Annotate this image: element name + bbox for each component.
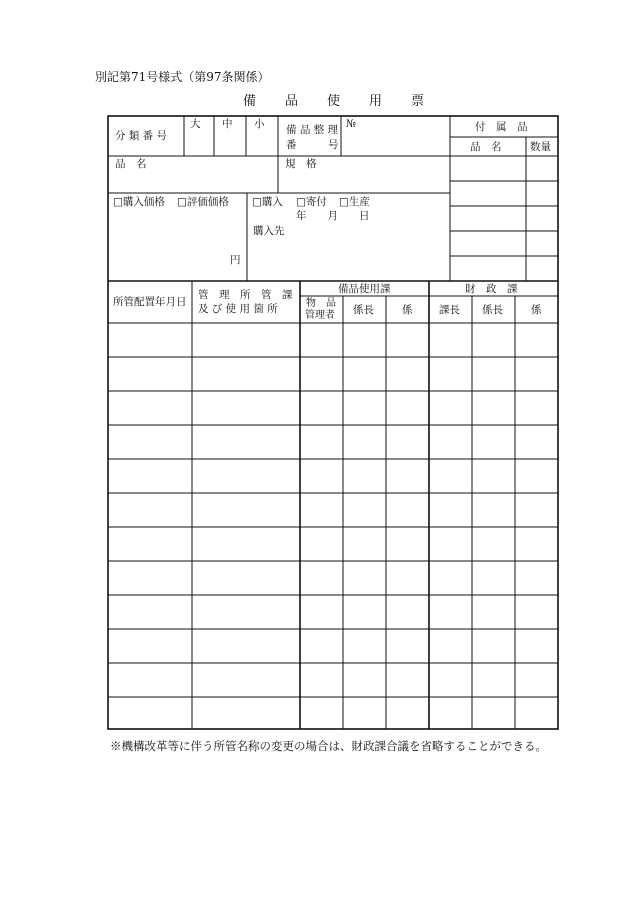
kanri-label-1: 管 理 所 管 課 (198, 289, 293, 301)
bihin-seiri-label-1: 備 品 整 理 (286, 124, 339, 136)
kounyu-checkbox: □購入 (252, 196, 283, 208)
kakari-label-2: 係 (531, 304, 542, 316)
kounyusaki-label: 購入先 (253, 225, 285, 237)
title-char-4: 用 (369, 94, 383, 109)
form-label: 別記第71号様式（第97条関係） (95, 70, 270, 84)
kakari-label-1: 係 (402, 304, 413, 316)
buppin-label-2: 管理者 (305, 310, 335, 321)
bihin-shiyoka-label: 備品使用課 (338, 283, 391, 295)
seisan-checkbox: □生産 (339, 196, 370, 208)
zaiseika-label: 財 政 課 (465, 283, 518, 295)
kacho-label: 課長 (439, 304, 460, 316)
kanri-label-2: 及 び 使 用 箇 所 (198, 303, 278, 315)
yen-label: 円 (230, 254, 241, 266)
kifu-checkbox: □寄付 (296, 196, 327, 208)
chu-label: 中 (222, 118, 233, 130)
footnote: ※機構改革等に伴う所管名称の変更の場合は、財政課合議を省略することができる。 (110, 739, 547, 753)
no-mark: № (346, 118, 356, 130)
hinmei-label: 品 名 (115, 158, 147, 170)
bihin-seiri-label-2: 番 号 (286, 139, 339, 151)
suryo-label: 数量 (530, 141, 551, 153)
title-char-3: 使 (327, 94, 341, 109)
sho-label: 小 (254, 118, 265, 130)
bunrui-bango-label: 分 類 番 号 (115, 130, 168, 142)
kakaricho-label-1: 係長 (353, 304, 374, 316)
kakaricho-label-2: 係長 (482, 304, 503, 316)
fuzoku-hinmei-label: 品 名 (470, 141, 502, 153)
fuzokuhin-label: 付 属 品 (475, 121, 528, 133)
kikaku-label: 規 格 (285, 158, 317, 170)
dai-label: 大 (190, 118, 201, 130)
title-char-1: 備 (243, 94, 257, 109)
title-char-5: 票 (411, 94, 425, 109)
buppin-label-1: 物 品 (306, 298, 336, 309)
hyoka-kakaku-checkbox: □評価価格 (177, 196, 229, 208)
data-row-lines (108, 323, 558, 697)
shokan-haichi-label: 所管配置年月日 (113, 296, 187, 308)
nengappi-label: 年 月 日 (296, 210, 370, 222)
kounyu-kakaku-checkbox: □購入価格 (113, 196, 165, 208)
title-char-2: 品 (285, 94, 299, 109)
outer-border (108, 116, 558, 729)
